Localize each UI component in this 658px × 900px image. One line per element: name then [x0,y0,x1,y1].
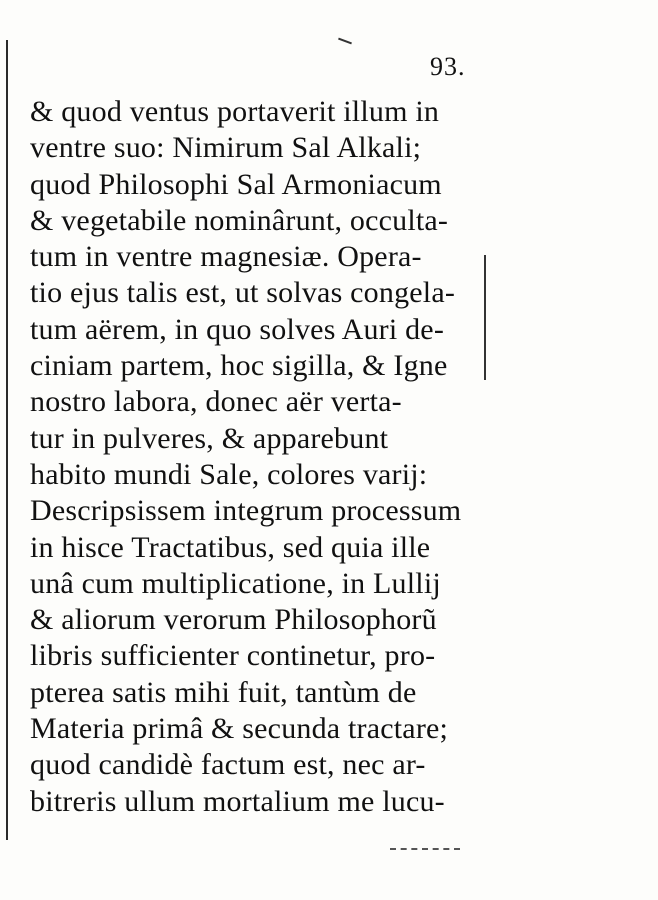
text-line: quod candidè factum est, nec ar- [30,748,426,782]
text-line: nostro labora, donec aër verta- [30,385,402,419]
body-text [30,94,490,820]
text-line: in hisce Tractatibus, sed quia ille [30,530,431,564]
ink-mark [390,848,460,850]
text-line: & vegetabile nominârunt, occulta- [30,203,449,237]
text-line: tum in ventre magnesiæ. Opera- [30,240,422,274]
text-line: tio ejus talis est, ut solvas congela- [30,276,456,310]
ink-mark [338,38,352,45]
text-line: pterea satis mihi fuit, tantùm de [30,675,417,709]
text-line: & aliorum verorum Philosophorũ [30,603,437,637]
text-line: libris sufficienter continetur, pro- [30,639,436,673]
text-line: tur in pulveres, & apparebunt [30,421,389,455]
text-line: & quod ventus portaverit illum in [30,95,440,128]
text-line: bitreris ullum mortalium me lucu- [30,784,445,818]
text-line: unâ cum multiplicatione, in Lullij [30,566,441,600]
text-line: habito mundi Sale, colores varij: [30,457,428,491]
text-line: Descripsissem integrum processum [30,494,462,528]
text-line: tum aërem, in quo solves Auri de- [30,312,445,346]
text-line: Materia primâ & secunda tractare; [30,712,449,746]
text-line: quod Philosophi Sal Armoniacum [30,167,442,201]
text-line: ventre suo: Nimirum Sal Alkali; [30,131,422,165]
margin-bracket [478,255,486,380]
page-edge-rule [6,40,8,840]
page-number: 93. [430,52,466,81]
text-line: ciniam partem, hoc sigilla, & Igne [30,349,448,383]
